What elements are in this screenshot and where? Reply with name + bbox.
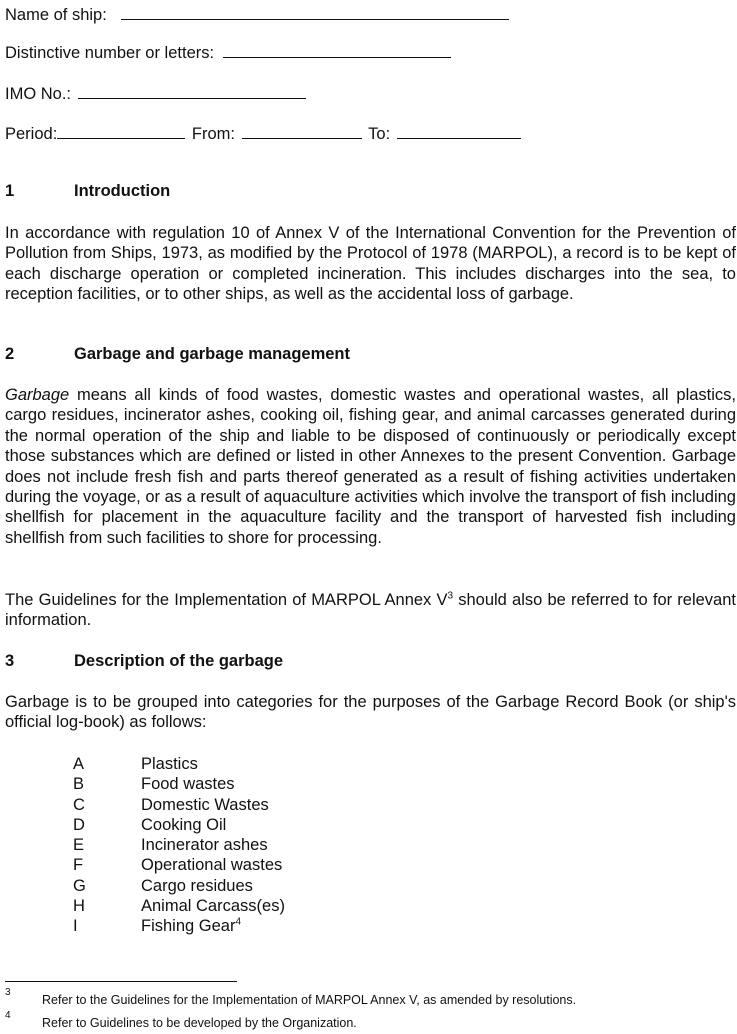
category-name: Domestic Wastes	[141, 795, 269, 814]
footnote-ref-3[interactable]: 3	[447, 590, 454, 602]
category-code: H	[73, 897, 85, 916]
name-of-ship-field	[5, 2, 509, 25]
imo-number-field	[5, 81, 306, 104]
footnote-ref-4[interactable]: 4	[235, 916, 242, 928]
footnote-text: Refer to the Guidelines for the Implementation of MARPOL Annex V, as amended by resolutions.	[42, 993, 577, 1007]
category-name: Incinerator ashes	[141, 836, 268, 855]
period-label: Period:	[5, 125, 58, 143]
imo-number-label: IMO No.:	[5, 85, 72, 103]
category-code: F	[73, 856, 84, 875]
category-name	[141, 916, 241, 936]
imo-number-line[interactable]	[78, 81, 306, 99]
footnote-text: Refer to Guidelines to be developed by the Organization.	[42, 1016, 357, 1030]
name-of-ship-line[interactable]	[121, 2, 509, 20]
name-of-ship-label: Name of ship:	[5, 6, 107, 24]
category-name-text: Fishing Gear	[141, 917, 236, 936]
section-number: 2	[5, 345, 15, 363]
section-3-paragraph: Garbage is to be grouped into categories for the purposes of the Garbage Record Book (or ship's official log-book) as follows:	[5, 693, 736, 732]
garbage-term: Garbage	[5, 386, 70, 404]
to-line[interactable]	[397, 121, 521, 139]
period-line[interactable]	[57, 121, 185, 139]
distinctive-number-line[interactable]	[223, 40, 451, 58]
section-number: 1	[5, 182, 15, 200]
guidelines-text-after: should also be referred to for relevant information.	[5, 591, 736, 630]
to-label: To:	[368, 125, 391, 143]
section-title: Introduction	[74, 182, 171, 200]
category-name: Cooking Oil	[141, 815, 227, 834]
category-code: C	[73, 795, 85, 814]
category-code: B	[73, 775, 85, 794]
category-name: Animal Carcass(es)	[141, 897, 285, 916]
guidelines-text-before: The Guidelines for the Implementation of MARPOL Annex V	[5, 591, 448, 609]
garbage-definition-paragraph	[5, 385, 736, 548]
distinctive-number-label: Distinctive number or letters:	[5, 44, 215, 62]
category-code: E	[73, 836, 85, 855]
section-number: 3	[5, 652, 15, 670]
from-label: From:	[191, 125, 235, 143]
category-name: Operational wastes	[141, 856, 283, 875]
section-1-paragraph: In accordance with regulation 10 of Annex V of the International Convention for the Prevention of Pollution from Ships, 1973, as modified by the Protocol of 1978 (MARPOL), a record is to be kept of each discharge operation or completed incineration. This includes discharges into the sea, to reception facilities, or to other ships, as well as the accidental loss of garbage.	[5, 224, 736, 304]
category-name: Plastics	[141, 755, 198, 773]
category-code: D	[73, 815, 85, 834]
guidelines-paragraph	[5, 590, 736, 631]
footnote-mark: 3	[5, 987, 11, 998]
category-code: I	[73, 917, 78, 936]
section-title: Garbage and garbage management	[74, 345, 350, 363]
category-code: A	[73, 755, 85, 773]
category-name: Cargo residues	[141, 876, 253, 895]
category-name: Food wastes	[141, 775, 235, 794]
garbage-definition-text: means all kinds of food wastes, domestic wastes and operational wastes, all plastics, cargo residues, incinerator ashes, cooking oil, fishing gear, and animal carcasses generated during the normal operation of the ship and liable to be disposed of continuously or periodically except those substances which are defined or listed in other Annexes to the present Convention. Garbage does not include fresh fish and parts thereof generated as a result of fishing activities undertaken during the voyage, or as a result of aquaculture activities which involve the transport of fish including shellfish for placement in the aquaculture facility and the transport of harvested fish including shellfish from such facilities to shore for processing.	[5, 386, 736, 547]
footnote-divider	[5, 981, 237, 982]
from-line[interactable]	[242, 121, 362, 139]
distinctive-number-field	[5, 40, 451, 63]
category-code: G	[73, 876, 86, 895]
section-title: Description of the garbage	[74, 652, 284, 670]
footnote-mark: 4	[5, 1010, 11, 1021]
period-field	[5, 121, 521, 144]
